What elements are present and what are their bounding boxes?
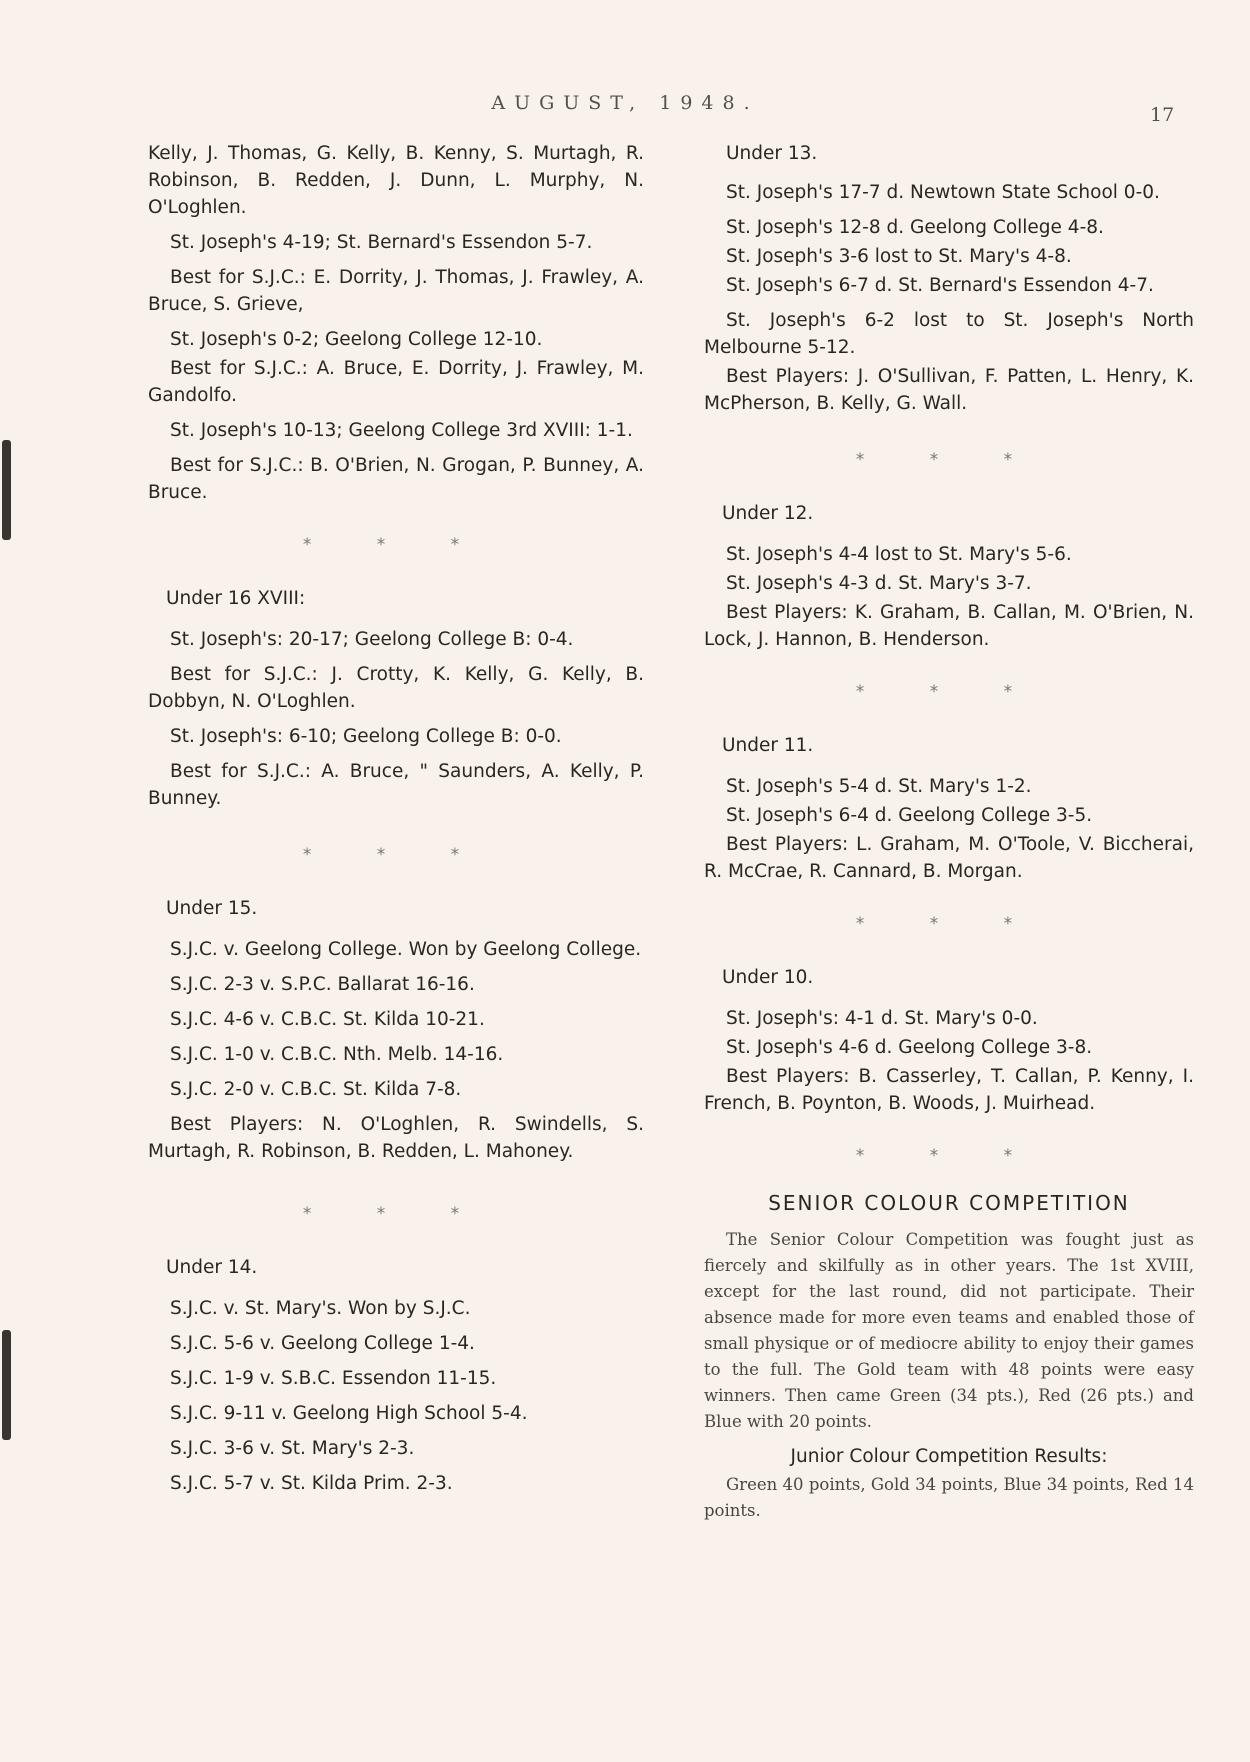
paragraph: Best Players: B. Casserley, T. Callan, P. Kenny, I. French, B. Poynton, B. Woods, J. Muirhead. [704,1066,1194,1114]
paragraph: Best for S.J.C.: A. Bruce, " Saunders, A. Kelly, P. Bunney. [148,761,644,809]
paragraph: S.J.C. 2-0 v. C.B.C. St. Kilda 7-8. [170,1079,462,1100]
section-separator: * * * [855,1146,1043,1166]
right-column [704,140,1194,1532]
paragraph: Best for S.J.C.: J. Crotty, K. Kelly, G. Kelly, B. Dobbyn, N. O'Loghlen. [148,664,644,712]
paragraph: St. Joseph's 5-4 d. St. Mary's 1-2. [726,776,1032,797]
paragraph: St. Joseph's 17-7 d. Newtown State School 0-0. [726,182,1160,203]
section-heading: Under 12. [722,503,814,524]
paragraph: Best for S.J.C.: E. Dorrity, J. Thomas, J. Frawley, A. Bruce, S. Grieve, [148,267,644,315]
paragraph: St. Joseph's 3-6 lost to St. Mary's 4-8. [726,246,1072,267]
section-separator: * * * [855,682,1043,702]
section-separator: * * * [855,450,1043,470]
paragraph: Best for S.J.C.: B. O'Brien, N. Grogan, P. Bunney, A. Bruce. [148,455,644,503]
paragraph: St. Joseph's 0-2; Geelong College 12-10. [170,329,543,350]
paragraph: Best Players: L. Graham, M. O'Toole, V. Biccherai, R. McCrae, R. Cannard, B. Morgan. [704,834,1194,882]
paragraph: S.J.C. 4-6 v. C.B.C. St. Kilda 10-21. [170,1009,485,1030]
junior-colour-heading: Junior Colour Competition Results: [790,1446,1108,1467]
paragraph: S.J.C. 2-3 v. S.P.C. Ballarat 16-16. [170,974,475,995]
section-separator: * * * [855,914,1043,934]
running-head: AUGUST, 1948. [491,92,759,114]
binding-mark-top [2,440,11,540]
paragraph: St. Joseph's 6-7 d. St. Bernard's Essendon 4-7. [726,275,1154,296]
senior-colour-heading: SENIOR COLOUR COMPETITION [768,1191,1130,1215]
paragraph: St. Joseph's: 4-1 d. St. Mary's 0-0. [726,1008,1038,1029]
section-heading: Under 13. [726,143,818,164]
paragraph: S.J.C. 9-11 v. Geelong High School 5-4. [170,1403,528,1424]
paragraph: S.J.C. 1-0 v. C.B.C. Nth. Melb. 14-16. [170,1044,504,1065]
paragraph: Kelly, J. Thomas, G. Kelly, B. Kenny, S. Murtagh, R. Robinson, B. Redden, J. Dunn, L. Murphy, N. O'Loghlen. [148,143,644,218]
paragraph: Best Players: N. O'Loghlen, R. Swindells, S. Murtagh, R. Robinson, B. Redden, L. Mahoney. [148,1114,644,1162]
paragraph: S.J.C. v. St. Mary's. Won by S.J.C. [170,1298,471,1319]
junior-colour-results: Green 40 points, Gold 34 points, Blue 34 points, Red 14 points. [704,1475,1194,1520]
paragraph: St. Joseph's 4-4 lost to St. Mary's 5-6. [726,544,1072,565]
section-heading: Under 11. [722,735,814,756]
section-heading: Under 15. [166,898,258,919]
paragraph: St. Joseph's 4-3 d. St. Mary's 3-7. [726,573,1032,594]
paragraph: St. Joseph's 6-2 lost to St. Joseph's North Melbourne 5-12. [704,310,1194,358]
paragraph: S.J.C. 1-9 v. S.B.C. Essendon 11-15. [170,1368,497,1389]
section-separator: * * * [302,845,490,865]
section-separator: * * * [302,535,490,555]
senior-colour-paragraph: The Senior Colour Competition was fought just as fiercely and skilfully as in other years. The 1st XVIII, except for the last round, did not participate. Their absence made for more even teams and enabled those of small physique or of mediocre ability to enjoy their games to the full. The Gold team with 48 points were easy winners. Then came Green (34 pts.), Red (26 pts.) and Blue with 20 points. [704,1230,1194,1431]
paragraph: St. Joseph's 4-19; St. Bernard's Essendon 5-7. [170,232,593,253]
paragraph: St. Joseph's 6-4 d. Geelong College 3-5. [726,805,1093,826]
paragraph: St. Joseph's: 20-17; Geelong College B: 0-4. [170,629,574,650]
paragraph: S.J.C. 5-6 v. Geelong College 1-4. [170,1333,475,1354]
paragraph: St. Joseph's: 6-10; Geelong College B: 0-0. [170,726,562,747]
paragraph: Best for S.J.C.: A. Bruce, E. Dorrity, J. Frawley, M. Gandolfo. [148,358,644,406]
left-column [148,140,644,1505]
section-heading: Under 10. [722,967,814,988]
section-heading: Under 16 XVIII: [166,588,306,609]
section-heading: Under 14. [166,1257,258,1278]
paragraph: S.J.C. v. Geelong College. Won by Geelong College. [170,939,642,960]
binding-mark-bottom [2,1330,11,1440]
paragraph: St. Joseph's 10-13; Geelong College 3rd XVIII: 1-1. [170,420,633,441]
paragraph: Best Players: K. Graham, B. Callan, M. O'Brien, N. Lock, J. Hannon, B. Henderson. [704,602,1194,650]
page-number: 17 [1150,104,1175,126]
paragraph: St. Joseph's 4-6 d. Geelong College 3-8. [726,1037,1093,1058]
paragraph: S.J.C. 3-6 v. St. Mary's 2-3. [170,1438,415,1459]
paragraph: St. Joseph's 12-8 d. Geelong College 4-8. [726,217,1104,238]
section-separator: * * * [302,1204,490,1224]
paragraph: S.J.C. 5-7 v. St. Kilda Prim. 2-3. [170,1473,453,1494]
paragraph: Best Players: J. O'Sullivan, F. Patten, L. Henry, K. McPherson, B. Kelly, G. Wall. [704,366,1194,414]
